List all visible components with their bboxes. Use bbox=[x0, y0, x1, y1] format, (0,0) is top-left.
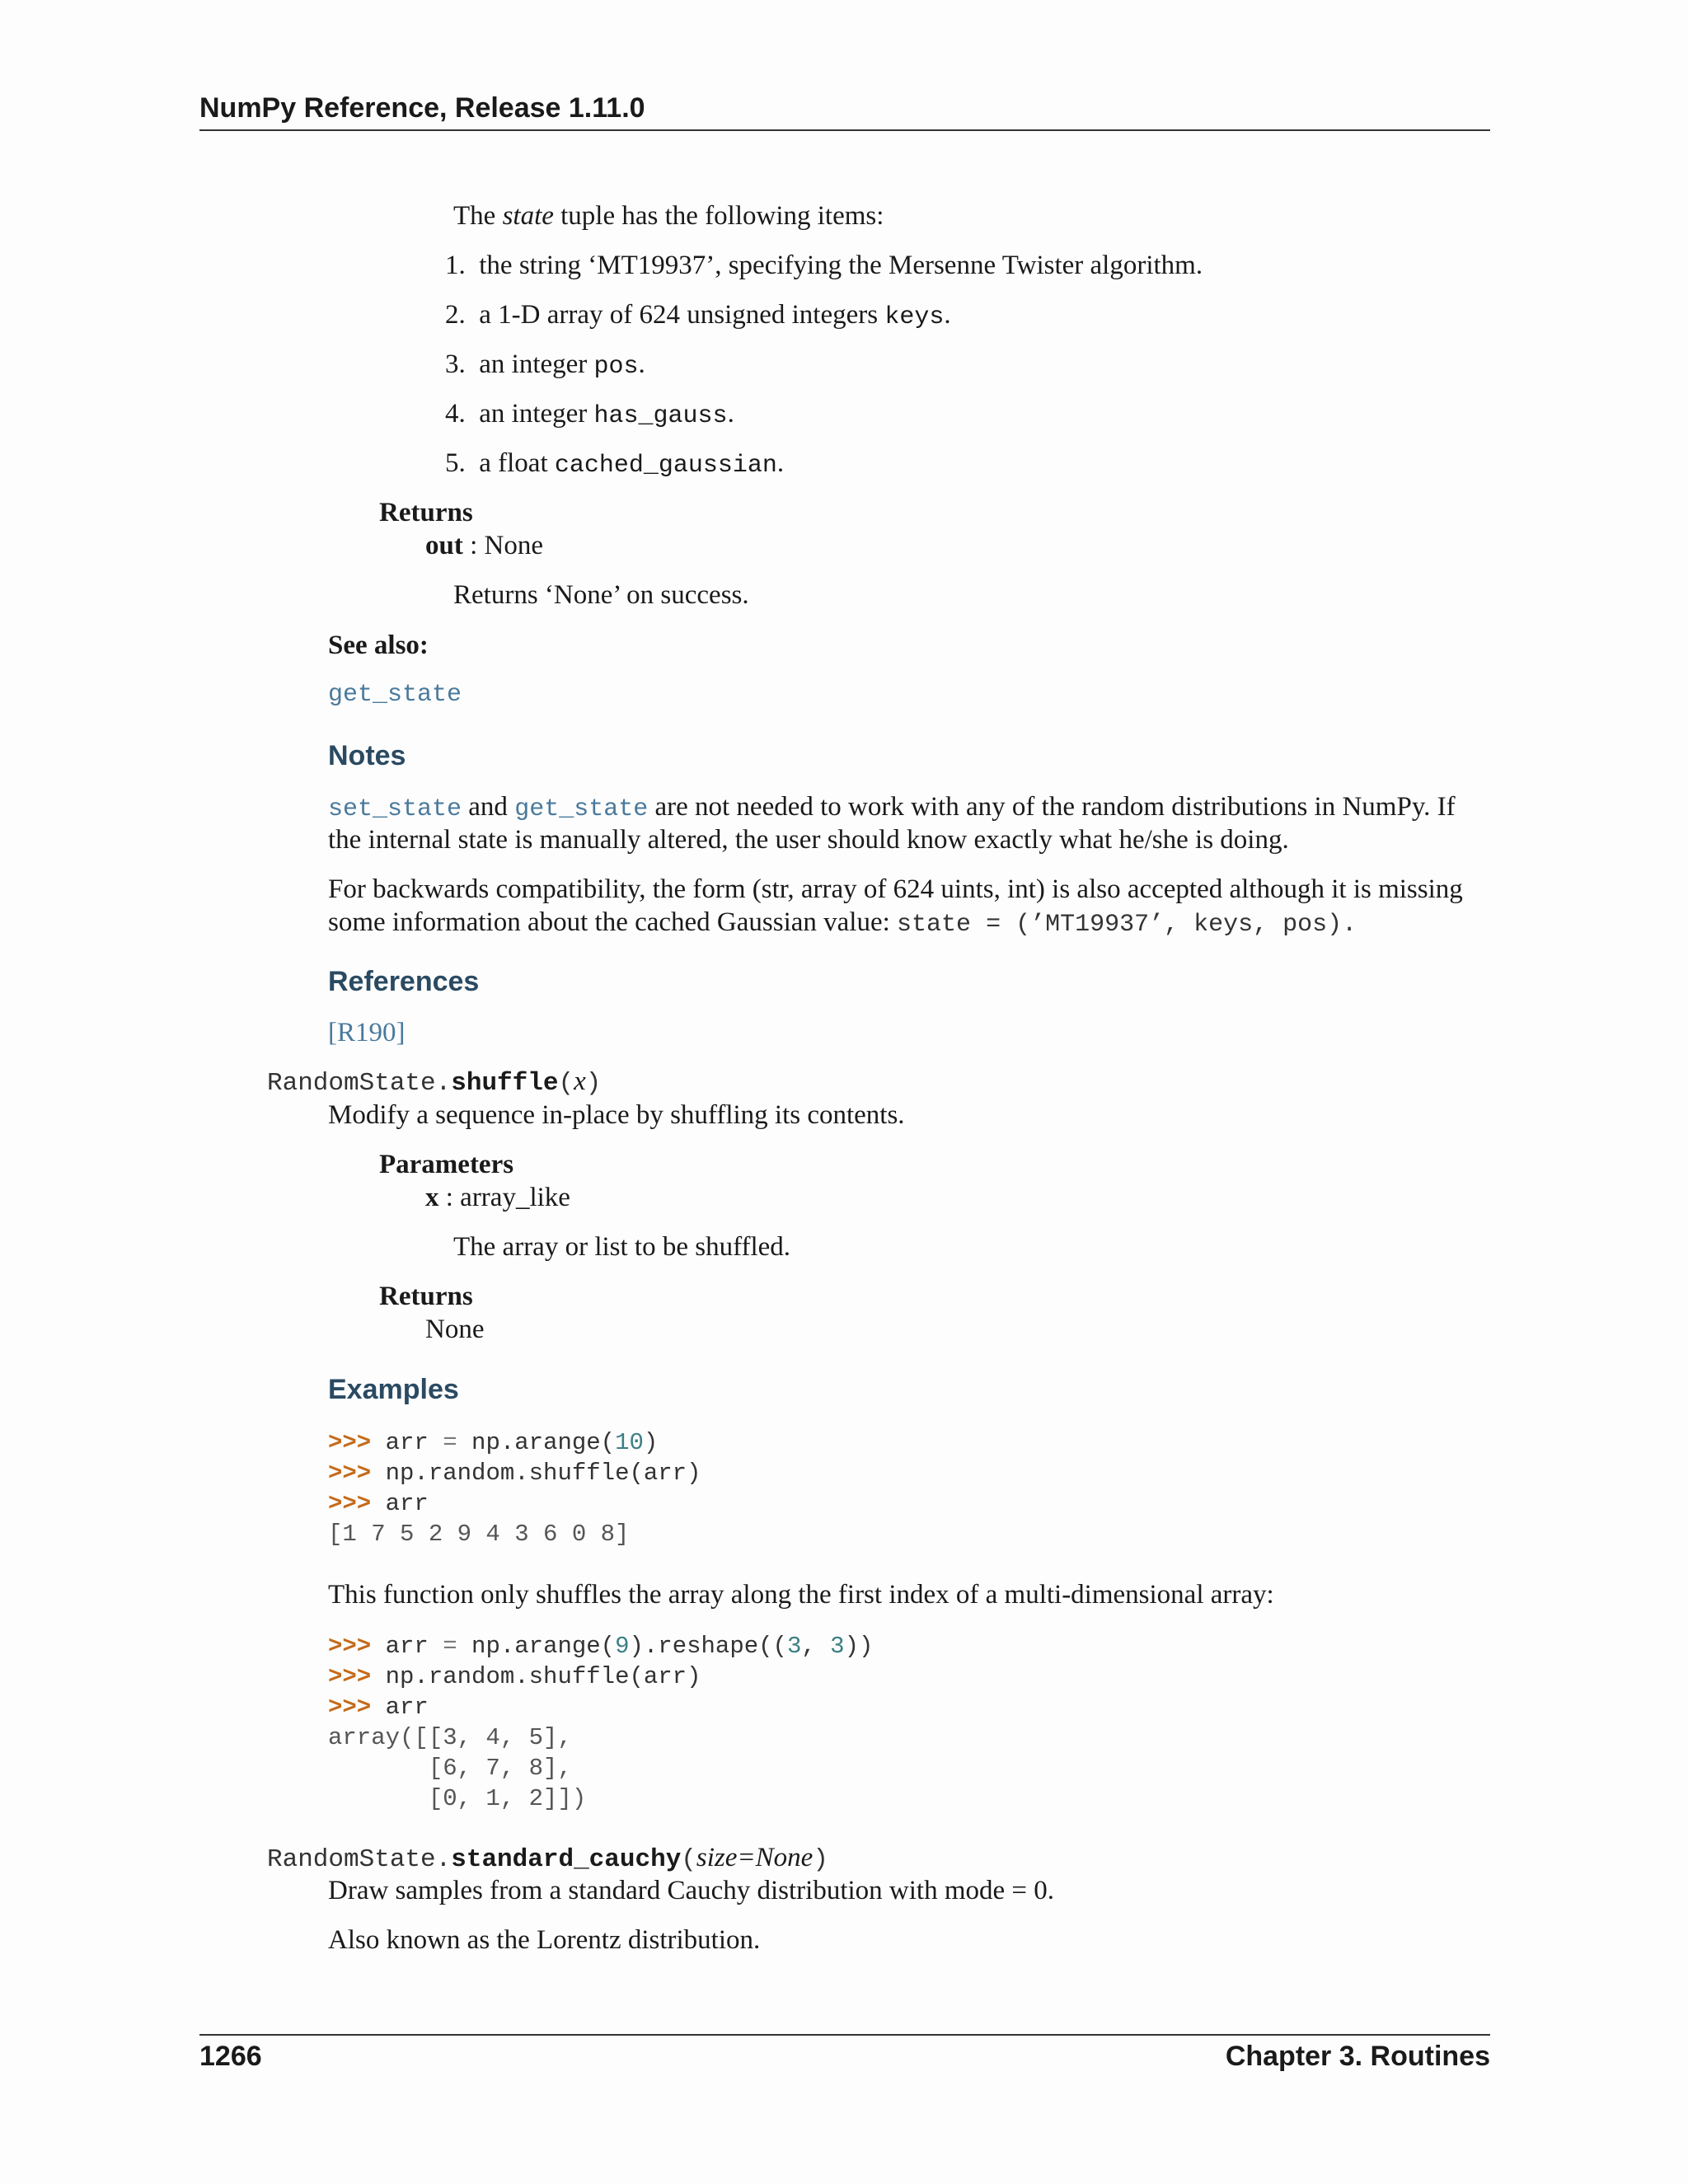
intro-emphasis: state bbox=[502, 201, 554, 231]
list-code: keys bbox=[884, 303, 945, 331]
list-item: 5. a float cached_gaussian. bbox=[445, 448, 785, 480]
list-code: pos bbox=[593, 353, 639, 381]
sig-param: size=None bbox=[696, 1843, 814, 1872]
list-number: 5. bbox=[445, 448, 466, 478]
code-text: )) bbox=[844, 1633, 874, 1660]
code-number: 3 bbox=[786, 1633, 802, 1660]
code-text: arr bbox=[385, 1694, 429, 1721]
code-number: 10 bbox=[615, 1429, 644, 1456]
code-prompt: >>> bbox=[328, 1429, 372, 1456]
sig-class: RandomState. bbox=[267, 1069, 452, 1098]
code-text: np.arange( bbox=[457, 1429, 616, 1456]
parameter-entry bbox=[425, 1181, 570, 1214]
list-item bbox=[445, 249, 1203, 282]
list-number: 4. bbox=[445, 399, 466, 429]
code-number: 3 bbox=[830, 1633, 845, 1660]
code-line bbox=[328, 1663, 701, 1690]
sig-class: RandomState. bbox=[267, 1845, 452, 1874]
list-number: 1. bbox=[445, 251, 466, 280]
intro-text-rest: tuple has the following items: bbox=[553, 201, 884, 231]
running-header-title: NumPy Reference, Release 1.11.0 bbox=[199, 92, 645, 124]
code-text: arr bbox=[385, 1633, 443, 1660]
code-output: array([[3, 4, 5], bbox=[328, 1724, 572, 1751]
code-prompt: >>> bbox=[328, 1694, 372, 1721]
code-line bbox=[328, 1694, 429, 1721]
list-item: 3. an integer pos. bbox=[445, 349, 645, 381]
code-number: 9 bbox=[615, 1633, 630, 1660]
parameters-label: Parameters bbox=[379, 1150, 514, 1179]
sig-paren: ) bbox=[813, 1845, 828, 1874]
cauchy-aka: Also known as the Lorentz distribution. bbox=[328, 1925, 761, 1955]
get-state-link[interactable]: get_state bbox=[514, 795, 649, 823]
cauchy-summary: Draw samples from a standard Cauchy distribution with mode = 0. bbox=[328, 1876, 1055, 1905]
see-also-label: See also: bbox=[328, 630, 429, 660]
list-text: an integer bbox=[479, 399, 594, 429]
code-prompt: >>> bbox=[328, 1663, 372, 1690]
param-name: x bbox=[425, 1183, 439, 1212]
examples-heading: Examples bbox=[328, 1374, 459, 1405]
list-code: has_gauss bbox=[593, 402, 728, 430]
notes-line-1 bbox=[328, 790, 1456, 826]
code-text: np.arange( bbox=[457, 1633, 616, 1660]
code-operator: = bbox=[443, 1633, 457, 1660]
compat-line-2 bbox=[328, 906, 1357, 941]
code-prompt: >>> bbox=[328, 1460, 372, 1487]
returns-description: Returns ‘None’ on success. bbox=[453, 580, 749, 610]
see-also-get-state-link[interactable]: get_state bbox=[328, 681, 462, 709]
code-output: [0, 1, 2]]) bbox=[328, 1785, 587, 1812]
sig-paren: ( bbox=[681, 1845, 696, 1874]
standard-cauchy-signature bbox=[267, 1841, 828, 1874]
intro-text: The bbox=[453, 201, 503, 231]
example-explanation: This function only shuffles the array along the first index of a multi-dimensional array: bbox=[328, 1580, 1274, 1610]
code-prompt: >>> bbox=[328, 1633, 372, 1660]
sig-paren: ( bbox=[558, 1069, 574, 1098]
code-text: ).reshape(( bbox=[629, 1633, 787, 1660]
returns-label: Returns bbox=[379, 498, 473, 527]
sig-function-name: standard_cauchy bbox=[451, 1845, 682, 1874]
notes-text: and bbox=[462, 792, 515, 822]
list-number: 3. bbox=[445, 349, 466, 379]
code-text: , bbox=[801, 1633, 831, 1660]
returns-name: out bbox=[425, 531, 463, 560]
code-output: [6, 7, 8], bbox=[328, 1755, 572, 1782]
list-number: 2. bbox=[445, 300, 466, 330]
code-output: [1 7 5 2 9 4 3 6 0 8] bbox=[328, 1521, 630, 1548]
page-number: 1266 bbox=[199, 2041, 262, 2072]
header-rule bbox=[199, 129, 1490, 131]
references-heading: References bbox=[328, 966, 480, 997]
footer-rule bbox=[199, 2034, 1490, 2036]
code-prompt: >>> bbox=[328, 1490, 372, 1517]
notes-text-rest: are not needed to work with any of the random distributions in NumPy. If bbox=[648, 792, 1456, 822]
compat-line-1: For backwards compatibility, the form (str, array of 624 uints, int) is also accepted although it is missing bbox=[328, 874, 1463, 904]
shuffle-signature bbox=[267, 1065, 601, 1098]
returns-type: : None bbox=[462, 531, 543, 560]
list-text: the string ‘MT19937’, specifying the Mersenne Twister algorithm. bbox=[479, 251, 1203, 280]
list-text: a float bbox=[479, 448, 555, 478]
param-type: : array_like bbox=[438, 1183, 570, 1212]
code-line bbox=[328, 1633, 873, 1660]
compat-text: some information about the cached Gaussian value: bbox=[328, 907, 898, 937]
returns-entry bbox=[425, 529, 543, 562]
set-state-link[interactable]: set_state bbox=[328, 795, 462, 823]
sig-function-name: shuffle bbox=[451, 1069, 559, 1098]
code-line bbox=[328, 1460, 701, 1487]
sig-paren: ) bbox=[585, 1069, 602, 1098]
list-text: a 1-D array of 624 unsigned integers bbox=[479, 300, 885, 330]
notes-line-2: the internal state is manually altered, the user should know exactly what he/she is doing. bbox=[328, 825, 1289, 855]
returns-value: None bbox=[425, 1315, 485, 1344]
list-code: cached_gaussian bbox=[554, 452, 777, 480]
state-intro bbox=[453, 199, 884, 232]
code-text: arr bbox=[385, 1429, 443, 1456]
shuffle-summary: Modify a sequence in-place by shuffling its contents. bbox=[328, 1100, 905, 1130]
returns-label: Returns bbox=[379, 1282, 473, 1311]
code-operator: = bbox=[443, 1429, 457, 1456]
list-item: 2. a 1-D array of 624 unsigned integers keys. bbox=[445, 300, 951, 331]
list-text: an integer bbox=[479, 349, 594, 379]
code-text: ) bbox=[643, 1429, 659, 1456]
code-line bbox=[328, 1490, 429, 1517]
sig-param: x bbox=[574, 1066, 586, 1096]
chapter-title: Chapter 3. Routines bbox=[1225, 2041, 1490, 2072]
compat-code: state = (’MT19937’, keys, pos). bbox=[897, 911, 1357, 939]
notes-heading: Notes bbox=[328, 740, 406, 771]
code-text: np.random.shuffle(arr) bbox=[385, 1460, 701, 1487]
code-line bbox=[328, 1429, 658, 1456]
list-item: 4. an integer has_gauss. bbox=[445, 399, 734, 430]
code-text: np.random.shuffle(arr) bbox=[385, 1663, 701, 1690]
code-text: arr bbox=[385, 1490, 429, 1517]
parameter-description: The array or list to be shuffled. bbox=[453, 1232, 791, 1262]
reference-r190-link[interactable]: [R190] bbox=[328, 1018, 406, 1047]
